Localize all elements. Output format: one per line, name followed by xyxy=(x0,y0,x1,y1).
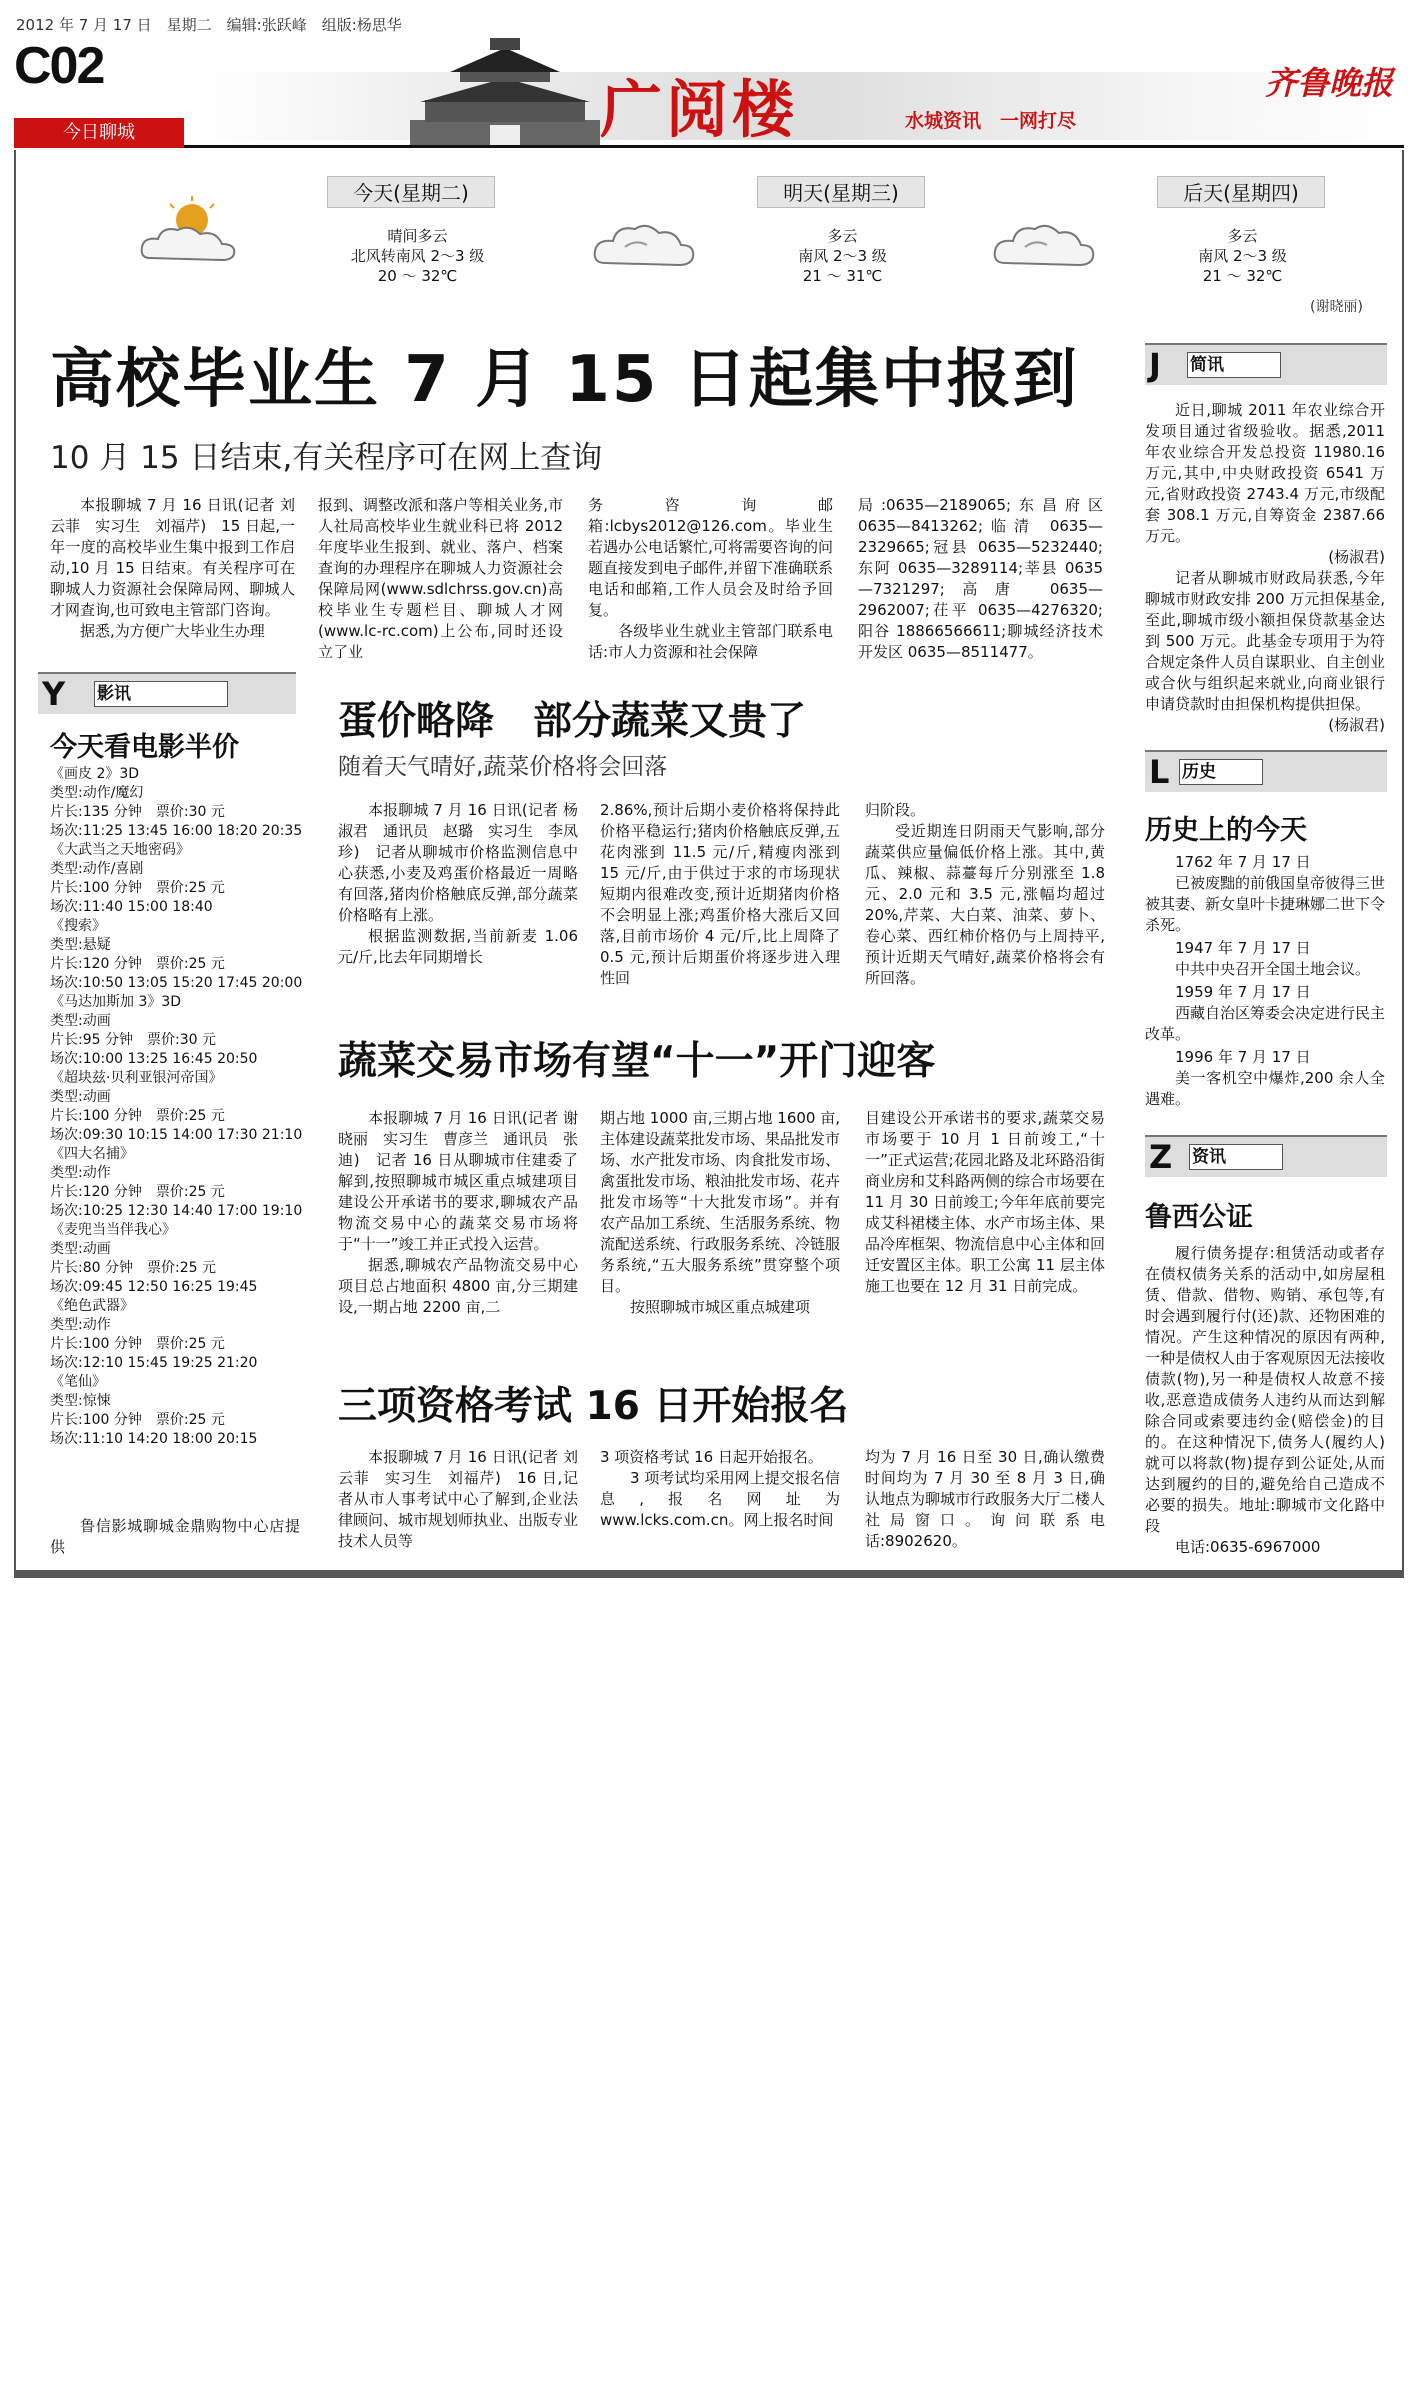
film-line: 场次:10:50 13:05 15:20 17:45 20:00 xyxy=(50,975,303,991)
main-article-col1 xyxy=(50,495,295,642)
history-text: 中共中央召开全国土地会议。 xyxy=(1175,960,1371,978)
paragraph: 务咨询邮箱:lcbys2012@126.com。毕业生若遇办公电话繁忙,可将需要咨询的问题直接发到电子邮件,并留下准确联系电话和邮箱,工作人员会及时给予回复。 xyxy=(588,496,833,619)
paragraph: 本报聊城 7 月 16 日讯(记者 杨淑君 通讯员 赵璐 实习生 李凤珍) 记者从聊城市价格监测信息中心获悉,小麦及鸡蛋价格最近一周略有回落,猪肉价格触底反弹,部分蔬菜价格略有上涨。 xyxy=(338,801,579,924)
weather-condition: 多云 xyxy=(827,227,858,245)
weather-after-details xyxy=(1155,226,1330,286)
section-tab: 今日聊城 xyxy=(14,118,184,148)
weather-day-tomorrow-label: 明天(星期三) xyxy=(757,176,925,208)
film-line: 《马达加斯加 3》3D xyxy=(50,994,182,1010)
film-line: 片长:120 分钟 票价:25 元 xyxy=(50,956,225,972)
paragraph: 本报聊城 7 月 16 日讯(记者 刘云菲 实习生 刘福芹) 16 日,记者从市人事考试中心了解到,企业法律顾问、城市规划师执业、出版专业技术人员等 xyxy=(338,1448,579,1550)
history-item xyxy=(1145,852,1385,936)
history-item xyxy=(1145,982,1385,1045)
date-line: 2012 年 7 月 17 日 星期二 编辑:张跃峰 组版:杨思华 xyxy=(16,16,402,34)
exam-headline: 三项资格考试 16 日开始报名 xyxy=(338,1384,849,1429)
film-line: 类型:动画 xyxy=(50,1241,111,1257)
film-line: 类型:动作 xyxy=(50,1165,111,1181)
film-line: 《笔仙》 xyxy=(50,1374,106,1390)
paragraph: 均为 7 月 16 日至 30 日,确认缴费时间均为 7 月 30 至 8 月 3 日,确认地点为聊城市行政服务大厅二楼人社局窗口。询问联系电话:8902620。 xyxy=(865,1448,1106,1550)
tower-icon xyxy=(390,30,620,145)
paragraph: 履行债务提存:租赁活动或者存在债权债务关系的活动中,如房屋租赁、借款、借物、购销、承包等,有时会遇到履行付(还)款、还物困难的情况。产生这种情况的原因有两种,一种是债权人由于客观原因无法接收债款(物),另一种是债权人故意不接收,恶意造成债务人违约从而达到解除合同或索要违约金(赔偿金)的目的。在这种情况下,债务人(履约人)就可以将款(物)提存到公证处,从而达到履约的目的,避免给自己造成不必要的损失。地址:聊城市文化路中段 xyxy=(1145,1244,1386,1535)
film-line: 场次:09:45 12:50 16:25 19:45 xyxy=(50,1279,258,1295)
main-article-col3 xyxy=(588,495,833,663)
film-line: 类型:动画 xyxy=(50,1089,111,1105)
history-list xyxy=(1145,852,1385,1112)
film-footer xyxy=(50,1516,300,1558)
bottom-rule xyxy=(14,1570,1404,1578)
section-letter: L xyxy=(1149,753,1170,791)
phone: 电话:0635-6967000 xyxy=(1175,1538,1321,1556)
main-article-col2 xyxy=(318,495,563,663)
film-line: 片长:100 分钟 票价:25 元 xyxy=(50,1108,225,1124)
paragraph: 归阶段。 xyxy=(865,801,926,819)
film-line: 类型:动作/魔幻 xyxy=(50,785,144,801)
banner-strip xyxy=(200,72,1400,140)
info-body xyxy=(1145,1243,1385,1558)
section-name: 资讯 xyxy=(1189,1144,1283,1170)
veg-col1 xyxy=(338,1108,578,1318)
film-line: 《大武当之天地密码》 xyxy=(50,842,190,858)
film-line: 《麦兜当当伴我心》 xyxy=(50,1222,176,1238)
paragraph: 各级毕业生就业主管部门联系电话:市人力资源和社会保障 xyxy=(588,622,833,661)
film-line: 类型:动画 xyxy=(50,1013,111,1029)
film-line: 片长:100 分钟 票价:25 元 xyxy=(50,880,225,896)
eggs-col3 xyxy=(865,800,1105,989)
history-date: 1996 年 7 月 17 日 xyxy=(1175,1048,1311,1066)
history-item xyxy=(1145,938,1385,980)
paragraph: 2.86%,预计后期小麦价格将保持此价格平稳运行;猪肉价格触底反弹,五花肉涨到 11.5 元/斤,精瘦肉涨到 15 元/斤,由于供过于求的市场现状短期内很难改变,预计近期猪肉价格不会明显上涨;鸡蛋价格大涨后又回落,目前市场价 4 元/斤,比上周降了 0.5 元,预计后期蛋价将逐步进入理性回 xyxy=(600,801,840,987)
history-text: 西藏自治区筹委会决定进行民主改革。 xyxy=(1145,1004,1386,1043)
history-text: 美一客机空中爆炸,200 余人全遇难。 xyxy=(1145,1069,1385,1108)
history-section-header xyxy=(1145,750,1387,792)
weather-day-today-label: 今天(星期二) xyxy=(327,176,495,208)
weather-day-after-label: 后天(星期四) xyxy=(1157,176,1325,208)
paragraph: 3 项考试均采用网上提交报名信息,报名网址为 www.lcks.com.cn。网上报名时间 xyxy=(600,1469,840,1529)
film-line: 片长:95 分钟 票价:30 元 xyxy=(50,1032,216,1048)
paragraph: 根据监测数据,当前新麦 1.06 元/斤,比去年同期增长 xyxy=(338,927,578,966)
paragraph: 据悉,为方便广大毕业生办理 xyxy=(80,622,265,640)
veg-col3 xyxy=(865,1108,1105,1297)
film-line: 《四大名捕》 xyxy=(50,1146,134,1162)
film-section-header xyxy=(38,672,296,714)
weather-wind: 北风转南风 2～3 级 xyxy=(350,247,485,265)
film-line: 类型:动作 xyxy=(50,1317,111,1333)
weather-wind: 南风 2～3 级 xyxy=(1198,247,1287,265)
main-article-col4 xyxy=(858,495,1103,663)
eggs-subhead: 随着天气晴好,蔬菜价格将会回落 xyxy=(338,754,668,780)
film-title: 今天看电影半价 xyxy=(50,732,239,763)
section-title: 广阅楼 xyxy=(600,73,799,146)
film-line: 类型:动作/喜剧 xyxy=(50,861,144,877)
veg-col2 xyxy=(600,1108,840,1318)
paragraph: 目建设公开承诺书的要求,蔬菜交易市场要于 10 月 1 日前竣工,“十一”正式运营;花园北路及北环路沿街商业房和艾科路两侧的综合市场要在 11 月 30 日前竣工;今年年底前要完成艾科裙楼主体、水产市场主体、果品冷库框架、物流信息中心主体和回迁安置区主体。职工公寓 11 层主体施工也要在 12 月 31 日前完成。 xyxy=(865,1109,1106,1295)
paragraph: 3 项资格考试 16 日起开始报名。 xyxy=(600,1448,823,1466)
film-line: 场次:11:10 14:20 18:00 20:15 xyxy=(50,1431,258,1447)
credit: (杨淑君) xyxy=(1328,716,1385,734)
sun-cloud-icon xyxy=(130,190,250,270)
film-line: 片长:100 分钟 票价:25 元 xyxy=(50,1412,225,1428)
masthead-logo: 齐鲁晚报 xyxy=(1265,64,1394,102)
paragraph: 局:0635—2189065;东昌府区 0635—8413262;临清 0635—2329665;冠县 0635—5232440;东阿 0635—3289114;莘县 0635—7321297;高唐 0635—2962007;茌平 0635—4276320;阳谷 18866566611;聊城经济技术开发区 0635—8511477。 xyxy=(858,496,1103,661)
film-list xyxy=(50,765,303,1449)
cloud-icon xyxy=(985,195,1105,275)
paragraph: 按照聊城市城区重点城建项 xyxy=(630,1298,811,1316)
film-line: 场次:10:00 13:25 16:45 20:50 xyxy=(50,1051,258,1067)
paragraph: 期占地 1000 亩,三期占地 1600 亩,主体建设蔬菜批发市场、果品批发市场、水产批发市场、肉食批发市场、禽蛋批发市场、粮油批发市场、花卉批发市场等“十大批发市场”。并有农产品加工系统、生活服务系统、物流配送系统、行政服务系统、冷链服务系统,“五大服务系统”贯穿整个项目。 xyxy=(600,1109,841,1295)
slogan: 水城资讯 一网打尽 xyxy=(905,110,1077,132)
history-title: 历史上的今天 xyxy=(1145,815,1307,846)
film-line: 《画皮 2》3D xyxy=(50,766,140,782)
paragraph: 近日,聊城 2011 年农业综合开发项目通过省级验收。据悉,2011 年农业综合开发总投资 11980.16 万元,其中,中央财政投资 6541 万元,省财政投资 2743.4 万元,市级配套 308.1 万元,自筹资金 2387.66 万元。 xyxy=(1145,401,1385,545)
weather-credit: (谢晓丽) xyxy=(1310,299,1363,315)
film-line: 《绝色武器》 xyxy=(50,1298,134,1314)
weather-today-details xyxy=(330,226,505,286)
section-name: 影讯 xyxy=(94,681,228,707)
weather-temp: 20 ～ 32℃ xyxy=(377,267,458,285)
section-letter: J xyxy=(1149,346,1161,384)
weather-wind: 南风 2～3 级 xyxy=(798,247,887,265)
film-line: 《超块兹·贝利亚银河帝国》 xyxy=(50,1070,223,1086)
eggs-col2 xyxy=(600,800,840,989)
paragraph: 据悉,聊城农产品物流交易中心项目总占地面积 4800 亩,分三期建设,一期占地 2200 亩,二 xyxy=(338,1256,578,1316)
film-line: 场次:11:25 13:45 16:00 18:20 20:35 xyxy=(50,823,303,839)
film-line: 场次:11:40 15:00 18:40 xyxy=(50,899,213,915)
film-line: 片长:120 分钟 票价:25 元 xyxy=(50,1184,225,1200)
paragraph: 报到、调整改派和落户等相关业务,市人社局高校毕业生就业科已将 2012 年度毕业生报到、就业、落户、档案查询的办理程序在聊城人力资源社会保障局网(www.sdlchrss.gov.cn)高校毕业生专题栏目、聊城人才网(www.lc-rc.com)上公布,同时还设立了业 xyxy=(318,496,563,661)
credit: (杨淑君) xyxy=(1328,548,1385,566)
brief-section-header xyxy=(1145,343,1387,385)
eggs-col1 xyxy=(338,800,578,968)
brief-body xyxy=(1145,400,1385,736)
paragraph: 本报聊城 7 月 16 日讯(记者 谢晓丽 实习生 曹彦兰 通讯员 张迪) 记者 16 日从聊城市住建委了解到,按照聊城市城区重点城建项目建设公开承诺书的要求,聊城农产品物流交易中心的蔬菜交易市场将于“十一”竣工并正式投入运营。 xyxy=(338,1109,579,1253)
info-section-header xyxy=(1145,1135,1387,1177)
section-letter: Y xyxy=(42,675,66,713)
main-headline: 高校毕业生 7 月 15 日起集中报到 xyxy=(50,343,1079,417)
film-line: 类型:惊悚 xyxy=(50,1393,111,1409)
weather-condition: 多云 xyxy=(1227,227,1258,245)
main-subhead: 10 月 15 日结束,有关程序可在网上查询 xyxy=(50,440,603,476)
history-date: 1762 年 7 月 17 日 xyxy=(1175,853,1311,871)
film-line: 场次:12:10 15:45 19:25 21:20 xyxy=(50,1355,258,1371)
paragraph: 记者从聊城市财政局获悉,今年聊城市财政安排 200 万元担保基金,至此,聊城市级小额担保贷款基金达到 500 万元。此基金专项用于为符合规定条件人员自谋职业、自主创业或合伙与组织起来就业,向商业银行申请贷款时由担保机构提供担保。 xyxy=(1145,569,1386,713)
film-line: 《搜索》 xyxy=(50,918,106,934)
weather-tomorrow-details xyxy=(755,226,930,286)
eggs-headline: 蛋价略降 部分蔬菜又贵了 xyxy=(338,699,807,744)
exam-col2 xyxy=(600,1447,840,1531)
exam-col3 xyxy=(865,1447,1105,1552)
film-line: 场次:10:25 12:30 14:40 17:00 19:10 xyxy=(50,1203,303,1219)
history-date: 1959 年 7 月 17 日 xyxy=(1175,983,1311,1001)
film-line: 片长:100 分钟 票价:25 元 xyxy=(50,1336,225,1352)
weather-temp: 21 ～ 32℃ xyxy=(1202,267,1283,285)
section-name: 简讯 xyxy=(1187,352,1281,378)
history-item xyxy=(1145,1047,1385,1110)
film-line: 片长:135 分钟 票价:30 元 xyxy=(50,804,225,820)
weather-temp: 21 ～ 31℃ xyxy=(802,267,883,285)
page-code: C02 xyxy=(14,37,104,95)
paragraph: 受近期连日阴雨天气影响,部分蔬菜供应量偏低价格上涨。其中,黄瓜、辣椒、蒜薹每斤分别涨至 1.8 元、2.0 元和 3.5 元,涨幅均超过 20%,芹菜、大白菜、油菜、萝卜、卷心菜、西红柿价格仍与上周持平,预计近期天气晴好,蔬菜价格将会有所回落。 xyxy=(865,822,1105,987)
history-text: 已被废黜的前俄国皇帝彼得三世被其妻、新女皇叶卡捷琳娜二世下令杀死。 xyxy=(1145,874,1386,934)
film-line: 场次:09:30 10:15 14:00 17:30 21:10 xyxy=(50,1127,303,1143)
veg-headline: 蔬菜交易市场有望“十一”开门迎客 xyxy=(338,1039,936,1084)
film-line: 类型:悬疑 xyxy=(50,937,111,953)
film-line: 片长:80 分钟 票价:25 元 xyxy=(50,1260,216,1276)
cloud-icon xyxy=(585,195,705,275)
info-title: 鲁西公证 xyxy=(1145,1202,1253,1233)
paragraph: 本报聊城 7 月 16 日讯(记者 刘云菲 实习生 刘福芹) 15 日起,一年一度的高校毕业生集中报到工作启动,10 月 15 日结束。有关程序可在聊城人力资源社会保障局网、聊城人才网查询,也可致电主管部门咨询。 xyxy=(50,496,295,619)
section-letter: Z xyxy=(1149,1138,1173,1176)
weather-condition: 晴间多云 xyxy=(387,227,448,245)
exam-col1 xyxy=(338,1447,578,1552)
history-date: 1947 年 7 月 17 日 xyxy=(1175,939,1311,957)
paragraph: 鲁信影城聊城金鼎购物中心店提供 xyxy=(50,1517,300,1556)
section-name: 历史 xyxy=(1179,759,1263,785)
